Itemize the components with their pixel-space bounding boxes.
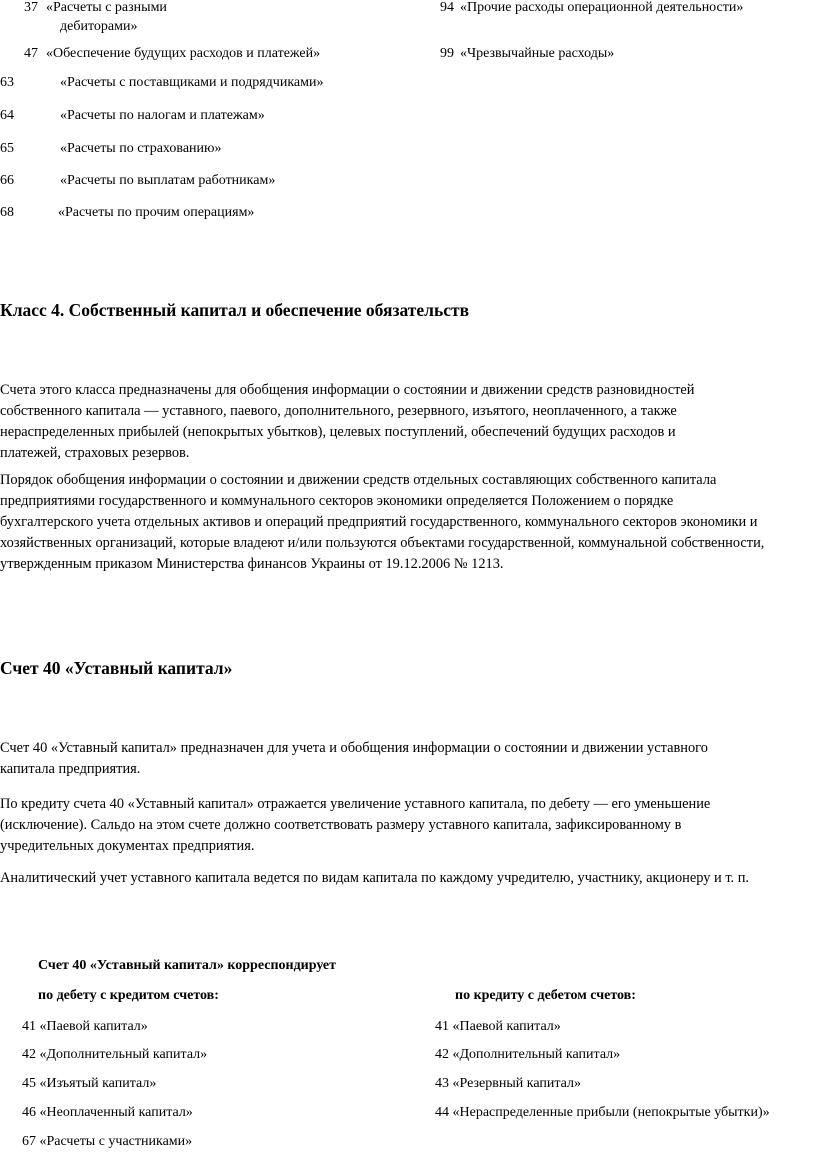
- list-label: «Чрезвычайные расходы»: [460, 46, 615, 61]
- debit-column-header: по дебету с кредитом счетов:: [38, 988, 219, 1003]
- correspondence-title: Счет 40 «Уставный капитал» корреспондирует: [38, 958, 336, 973]
- debit-account-item: 42 «Дополнительный капитал»: [22, 1047, 208, 1062]
- list-number: 64: [0, 108, 14, 123]
- list-label: «Расчеты по страхованию»: [60, 141, 222, 156]
- list-number: 37: [24, 0, 38, 15]
- credit-account-item: 41 «Паевой капитал»: [435, 1019, 561, 1034]
- paragraph: [0, 738, 814, 780]
- paragraph: [0, 380, 814, 464]
- paragraph-line: (исключение). Сальдо на этом счете должно соответствовать размеру уставного капитала, зафиксированному в: [0, 817, 682, 833]
- list-number: 47: [24, 46, 38, 61]
- paragraph-line: хозяйственных организаций, которые владеют и/или пользуются объектами государственной, коммунальной собственности,: [0, 535, 765, 551]
- list-number: 63: [0, 75, 14, 90]
- debit-account-item: 41 «Паевой капитал»: [22, 1019, 148, 1034]
- debit-account-item: 46 «Неоплаченный капитал»: [22, 1105, 193, 1120]
- section-heading: Класс 4. Собственный капитал и обеспечение обязательств: [0, 300, 470, 320]
- paragraph-line: утвержденным приказом Министерства финансов Украины от 19.12.2006 № 1213.: [0, 556, 504, 572]
- credit-column-header: по кредиту с дебетом счетов:: [455, 988, 636, 1003]
- paragraph-line: Порядок обобщения информации о состоянии и движении средств отдельных составляющих собственного капитала: [0, 472, 717, 488]
- list-label: «Расчеты по выплатам работникам»: [60, 173, 276, 188]
- debit-account-item: 67 «Расчеты с участниками»: [22, 1134, 193, 1149]
- paragraph-line: учредительных документах предприятия.: [0, 838, 255, 854]
- section-heading: Счет 40 «Уставный капитал»: [0, 658, 233, 678]
- paragraph-line: Счета этого класса предназначены для обобщения информации о состоянии и движении средств разновидностей: [0, 382, 695, 398]
- list-label: «Расчеты с разными: [46, 0, 167, 15]
- paragraph: [0, 868, 814, 889]
- paragraph: [0, 794, 814, 857]
- list-label: «Прочие расходы операционной деятельности»: [460, 0, 744, 15]
- paragraph-line: предприятиями государственного и коммунального секторов экономики определяется Положением о порядке: [0, 493, 674, 509]
- paragraph-line: капитала предприятия.: [0, 761, 141, 777]
- list-number: 68: [0, 205, 14, 220]
- debit-account-item: 45 «Изъятый капитал»: [22, 1076, 157, 1091]
- list-label: «Обеспечение будущих расходов и платежей»: [46, 46, 321, 61]
- paragraph-line: нераспределенных прибылей (непокрытых убытков), целевых поступлений, обеспечений будущих расходов и: [0, 424, 676, 440]
- credit-account-item: 44 «Нераспределенные прибыли (непокрытые убытки)»: [435, 1105, 770, 1120]
- paragraph: [0, 470, 814, 575]
- list-number: 94: [440, 0, 454, 15]
- paragraph-line: собственного капитала — уставного, паевого, дополнительного, резервного, изъятого, неоплаченного, а также: [0, 403, 677, 419]
- credit-account-item: 43 «Резервный капитал»: [435, 1076, 581, 1091]
- list-label: «Расчеты по налогам и платежам»: [60, 108, 265, 123]
- paragraph-line: Счет 40 «Уставный капитал» предназначен для учета и обобщения информации о состоянии и движении уставного: [0, 740, 708, 756]
- list-label: дебиторами»: [60, 19, 138, 34]
- credit-account-item: 42 «Дополнительный капитал»: [435, 1047, 621, 1062]
- paragraph-line: По кредиту счета 40 «Уставный капитал» отражается увеличение уставного капитала, по дебету — его уменьшение: [0, 796, 711, 812]
- paragraph-line: бухгалтерского учета отдельных активов и операций предприятий государственного, коммунального секторов экономики и: [0, 514, 758, 530]
- list-number: 65: [0, 141, 14, 156]
- list-number: 99: [440, 46, 454, 61]
- paragraph-line: платежей, страховых резервов.: [0, 445, 190, 461]
- paragraph-line: Аналитический учет уставного капитала ведется по видам капитала по каждому учредителю, участнику, акционеру и т. п.: [0, 870, 750, 886]
- list-number: 66: [0, 173, 14, 188]
- list-label: «Расчеты по прочим операциям»: [58, 205, 255, 220]
- list-label: «Расчеты с поставщиками и подрядчиками»: [60, 75, 324, 90]
